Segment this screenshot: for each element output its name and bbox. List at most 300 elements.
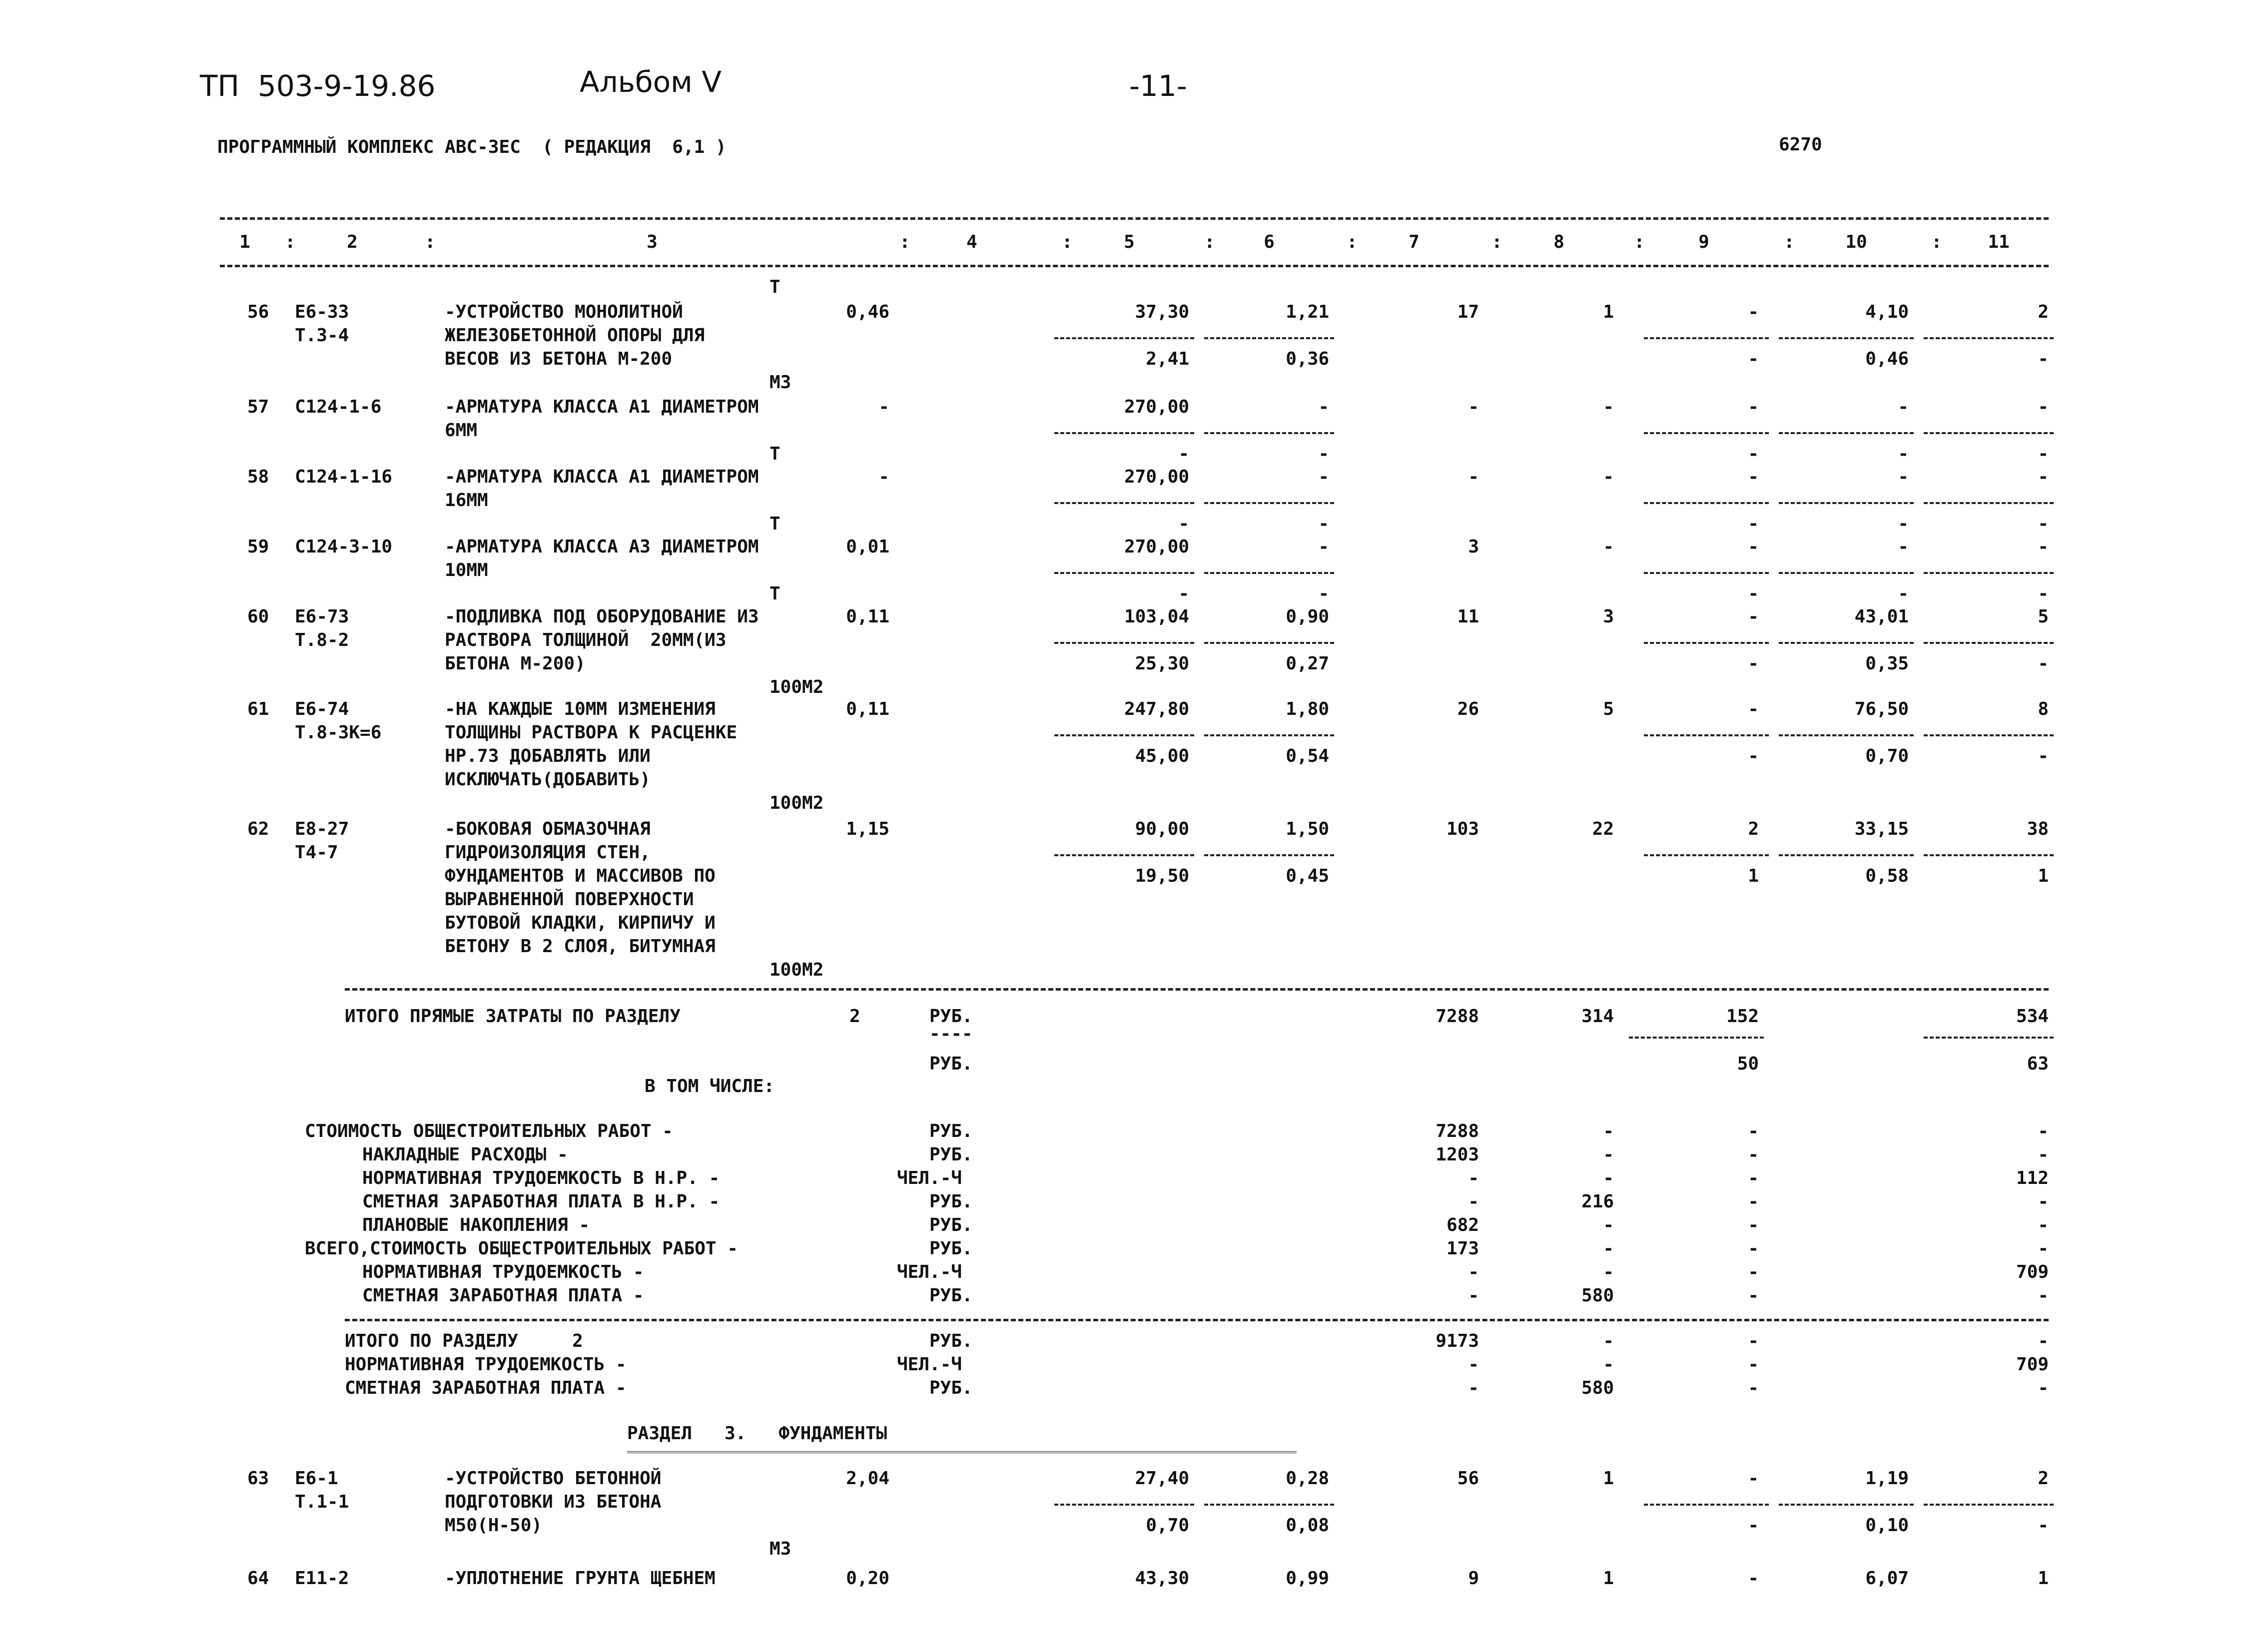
c9-sub-value: -	[1748, 1515, 1759, 1536]
item-description: 10ММ	[445, 560, 488, 580]
c10-sub-value: 0,10	[1865, 1515, 1909, 1536]
qty-value: 2,04	[846, 1468, 889, 1489]
c10-sub-value: 0,58	[1865, 866, 1909, 886]
item-code: Е11-2	[295, 1568, 349, 1589]
item-number: 60	[247, 606, 269, 627]
item-code: С124-1-16	[295, 467, 393, 487]
c11-value: 1	[2038, 1568, 2049, 1589]
item-number: 58	[247, 467, 269, 487]
header-top-rule	[220, 217, 2049, 220]
c10-value: 1,19	[1865, 1468, 1909, 1489]
c10-value: 4,10	[1865, 302, 1909, 322]
price-sub-value: -	[1178, 444, 1189, 464]
header-bottom-rule	[220, 265, 2049, 267]
sub-rule	[1644, 572, 1769, 574]
c10-value: -	[1898, 467, 1909, 487]
summary-unit: РУБ.	[929, 1191, 973, 1212]
c11-sub-value: 1	[2038, 866, 2049, 886]
qty-value: -	[878, 397, 889, 417]
summary-c7: -	[1468, 1191, 1479, 1212]
c10-sub-value: -	[1898, 444, 1909, 464]
c11-sub-value: -	[2038, 583, 2049, 604]
total-value: -	[1468, 397, 1479, 417]
section-heading: РАЗДЕЛ 3. ФУНДАМЕНТЫ	[627, 1423, 887, 1444]
c11-value: 38	[2027, 819, 2049, 839]
item-code-ref: Т4-7	[295, 842, 338, 863]
c11-sub-value: -	[2038, 1515, 2049, 1536]
section-underline	[627, 1451, 1297, 1453]
album-label: Альбом V	[580, 65, 722, 99]
column-number: 5	[1124, 232, 1135, 252]
section-total-c7: -	[1468, 1378, 1479, 1398]
c9-value: -	[1748, 302, 1759, 322]
summary-unit: РУБ.	[929, 1121, 973, 1141]
summary-unit: РУБ.	[929, 1238, 973, 1259]
sub-rule	[1779, 502, 1914, 504]
price-wage-sub-value: 0,45	[1286, 866, 1329, 886]
item-code: Е6-33	[295, 302, 349, 322]
total-value: 9	[1468, 1568, 1479, 1589]
unit-label: 100М2	[769, 793, 824, 813]
summary-c11: -	[2038, 1144, 2049, 1165]
section-total-unit: ЧЕЛ.-Ч	[897, 1354, 962, 1375]
summary-label: ВСЕГО,СТОИМОСТЬ ОБЩЕСТРОИТЕЛЬНЫХ РАБОТ -	[305, 1238, 738, 1259]
summary-c8: -	[1603, 1215, 1614, 1235]
item-number: 62	[247, 819, 269, 839]
summary-c8: -	[1603, 1121, 1614, 1141]
program-title: ПРОГРАММНЫЙ КОМПЛЕКС АВС-3ЕС ( РЕДАКЦИЯ 6,1 )	[217, 137, 727, 157]
price-wage-sub-value: -	[1318, 583, 1329, 604]
summary-c8: -	[1603, 1262, 1614, 1282]
section-total-rule	[345, 1319, 2049, 1321]
price-value: 270,00	[1124, 467, 1189, 487]
price-wage-value: 1,50	[1286, 819, 1329, 839]
section-total-c8: -	[1603, 1331, 1614, 1351]
wage-value: 1	[1603, 302, 1614, 322]
column-number: 8	[1553, 232, 1564, 252]
price-sub-value: 25,30	[1135, 653, 1189, 674]
summary-unit: РУБ.	[929, 1215, 973, 1235]
item-code: Е6-1	[295, 1468, 338, 1489]
wage-value: -	[1603, 467, 1614, 487]
item-description: -УСТРОЙСТВО МОНОЛИТНОЙ	[445, 302, 683, 322]
unit-label: Т	[769, 514, 780, 534]
wage-value: 22	[1592, 819, 1614, 839]
direct-wage-value: 314	[1581, 1006, 1614, 1027]
item-code-ref: Т.3-4	[295, 325, 349, 346]
including-label: В ТОМ ЧИСЛЕ:	[645, 1076, 775, 1097]
c9-value: -	[1748, 606, 1759, 627]
c9-value: -	[1748, 537, 1759, 557]
sub-rule	[1054, 337, 1194, 339]
price-value: 103,04	[1124, 606, 1189, 627]
c9-sub-value: -	[1748, 444, 1759, 464]
qty-value: 1,15	[846, 819, 889, 839]
summary-c11: -	[2038, 1285, 2049, 1306]
sub-rule	[1054, 432, 1194, 434]
unit-rub: РУБ.	[929, 1054, 973, 1074]
total-value: 3	[1468, 537, 1479, 557]
c9-sub-value: -	[1748, 653, 1759, 674]
section-total-c9: -	[1748, 1354, 1759, 1375]
column-number: 4	[966, 232, 977, 252]
qty-value: 0,01	[846, 537, 889, 557]
qty-value: 0,11	[846, 606, 889, 627]
qty-value: 0,46	[846, 302, 889, 322]
sub-rule	[1924, 1037, 2054, 1039]
c11-sub-value: -	[2038, 444, 2049, 464]
summary-c9: -	[1748, 1262, 1759, 1282]
sub-rule	[1204, 1504, 1334, 1506]
sub-rule	[1644, 432, 1769, 434]
item-number: 57	[247, 397, 269, 417]
c9-value: -	[1748, 1568, 1759, 1589]
c9-sub-value: 1	[1748, 866, 1759, 886]
item-number: 56	[247, 302, 269, 322]
sub-rule	[1204, 734, 1334, 736]
item-code: Е8-27	[295, 819, 349, 839]
item-description: -АРМАТУРА КЛАССА А3 ДИАМЕТРОМ	[445, 537, 759, 557]
item-description: -УПЛОТНЕНИЕ ГРУНТА ЩЕБНЕМ	[445, 1568, 716, 1589]
summary-label: НОРМАТИВНАЯ ТРУДОЕМКОСТЬ -	[362, 1262, 644, 1282]
item-description: -ПОДЛИВКА ПОД ОБОРУДОВАНИЕ ИЗ	[445, 606, 759, 627]
column-separator: :	[1062, 232, 1073, 252]
c10-sub-value: 0,46	[1865, 349, 1909, 369]
c10-sub-value: -	[1898, 514, 1909, 534]
sub-rule	[1779, 642, 1914, 644]
summary-c7: -	[1468, 1168, 1479, 1188]
c11-value: 5	[2038, 606, 2049, 627]
price-value: 37,30	[1135, 302, 1189, 322]
total-value: 17	[1457, 302, 1479, 322]
sub-rule	[1054, 642, 1194, 644]
sub-rule	[1924, 642, 2054, 644]
c11-value: 2	[2038, 1468, 2049, 1489]
sub-rule	[1924, 337, 2054, 339]
c9-value: 2	[1748, 819, 1759, 839]
summary-c7: 173	[1446, 1238, 1479, 1259]
item-description: РАСТВОРА ТОЛЩИНОЙ 20ММ(ИЗ	[445, 630, 727, 650]
item-code-ref: Т.8-3К=6	[295, 722, 382, 743]
sub-rule	[1629, 1037, 1764, 1039]
column-number: 11	[1988, 232, 2010, 252]
column-number: 1	[239, 232, 250, 252]
section-total-c8: -	[1603, 1354, 1614, 1375]
unit-label: Т	[769, 583, 780, 604]
column-separator: :	[1784, 232, 1795, 252]
summary-unit: ЧЕЛ.-Ч	[897, 1262, 962, 1282]
c10-sub-value: 0,70	[1865, 746, 1909, 766]
summary-c7: -	[1468, 1262, 1479, 1282]
section-total-label: НОРМАТИВНАЯ ТРУДОЕМКОСТЬ -	[345, 1354, 627, 1375]
c9-sub-value: -	[1748, 349, 1759, 369]
sub-rule	[1779, 572, 1914, 574]
price-wage-value: 0,28	[1286, 1468, 1329, 1489]
item-description: 16ММ	[445, 490, 488, 511]
column-separator: :	[1492, 232, 1502, 252]
summary-c8: -	[1603, 1144, 1614, 1165]
sub-rule	[1054, 734, 1194, 736]
c10-sub-value: 0,35	[1865, 653, 1909, 674]
sub-rule	[1924, 734, 2054, 736]
sub-rule	[1924, 854, 2054, 856]
c9-value: -	[1748, 699, 1759, 719]
price-wage-sub-value: 0,27	[1286, 653, 1329, 674]
price-value: 247,80	[1124, 699, 1189, 719]
price-wage-value: 0,90	[1286, 606, 1329, 627]
item-code: С124-3-10	[295, 537, 393, 557]
summary-c7: -	[1468, 1285, 1479, 1306]
summary-c9: -	[1748, 1238, 1759, 1259]
section-total-unit: РУБ.	[929, 1331, 973, 1351]
c11-sub-value: -	[2038, 746, 2049, 766]
sub-rule	[1204, 572, 1334, 574]
sub-rule	[1779, 432, 1914, 434]
item-description: ИСКЛЮЧАТЬ(ДОБАВИТЬ)	[445, 769, 651, 790]
price-value: 27,40	[1135, 1468, 1189, 1489]
unit-label: М3	[769, 1539, 791, 1559]
item-description: БЕТОНУ В 2 СЛОЯ, БИТУМНАЯ	[445, 936, 716, 957]
column-separator: :	[425, 232, 436, 252]
item-description: ВЕСОВ ИЗ БЕТОНА М-200	[445, 349, 673, 369]
page-number: -11-	[1129, 69, 1187, 103]
sub-rule	[1644, 337, 1769, 339]
item-description: ЖЕЛЕЗОБЕТОННОЙ ОПОРЫ ДЛЯ	[445, 325, 705, 346]
sub-rule	[1779, 337, 1914, 339]
section-total-c11: -	[2038, 1331, 2049, 1351]
summary-c11: -	[2038, 1121, 2049, 1141]
total-value: 56	[1457, 1468, 1479, 1489]
summary-label: НАКЛАДНЫЕ РАСХОДЫ -	[362, 1144, 568, 1165]
item-code-ref: Т.8-2	[295, 630, 349, 650]
wage-value: -	[1603, 397, 1614, 417]
item-code: С124-1-6	[295, 397, 382, 417]
price-sub-value: 45,00	[1135, 746, 1189, 766]
c10-value: 6,07	[1865, 1568, 1909, 1589]
c9-sub-value: -	[1748, 583, 1759, 604]
summary-c9: -	[1748, 1285, 1759, 1306]
price-value: 270,00	[1124, 537, 1189, 557]
summary-label: СМЕТНАЯ ЗАРАБОТНАЯ ПЛАТА В Н.Р. -	[362, 1191, 720, 1212]
summary-c8: 216	[1581, 1191, 1614, 1212]
summary-c11: -	[2038, 1215, 2049, 1235]
sub-rule	[1204, 337, 1334, 339]
section-total-label: СМЕТНАЯ ЗАРАБОТНАЯ ПЛАТА -	[345, 1378, 627, 1398]
unit-label: Т	[769, 444, 780, 464]
price-wage-sub-value: -	[1318, 514, 1329, 534]
unit-dash: ----	[929, 1024, 973, 1044]
price-value: 270,00	[1124, 397, 1189, 417]
column-separator: :	[285, 232, 296, 252]
column-separator: :	[1204, 232, 1215, 252]
column-number: 6	[1264, 232, 1275, 252]
item-number: 64	[247, 1568, 269, 1589]
sub-rule	[1644, 734, 1769, 736]
summary-c8: -	[1603, 1168, 1614, 1188]
qty-value: 0,20	[846, 1568, 889, 1589]
column-number: 7	[1409, 232, 1420, 252]
summary-c9: -	[1748, 1168, 1759, 1188]
price-wage-value: 1,21	[1286, 302, 1329, 322]
unit-label: 100М2	[769, 960, 824, 980]
c11-sub-value: -	[2038, 514, 2049, 534]
c9-sub-value: -	[1748, 514, 1759, 534]
summary-unit: ЧЕЛ.-Ч	[897, 1168, 962, 1188]
series-label: ТП 503-9-19.86	[200, 69, 436, 103]
summary-label: СТОИМОСТЬ ОБЩЕСТРОИТЕЛЬНЫХ РАБОТ -	[305, 1121, 673, 1141]
price-wage-value: 1,80	[1286, 699, 1329, 719]
item-description: М50(Н-50)	[445, 1515, 543, 1536]
summary-c9: -	[1748, 1215, 1759, 1235]
column-number: 9	[1698, 232, 1709, 252]
summary-label: ПЛАНОВЫЕ НАКОПЛЕНИЯ -	[362, 1215, 590, 1235]
total-value: -	[1468, 467, 1479, 487]
sub-rule	[1924, 1504, 2054, 1506]
sub-rule	[1204, 432, 1334, 434]
c9-value: -	[1748, 397, 1759, 417]
sub-rule	[1054, 854, 1194, 856]
c11-value: -	[2038, 467, 2049, 487]
section-total-c11: 709	[2016, 1354, 2049, 1375]
unit-label: М3	[769, 372, 791, 393]
price-sub-value: 2,41	[1146, 349, 1189, 369]
section-total-label: ИТОГО ПО РАЗДЕЛУ 2	[345, 1331, 583, 1351]
item-description: ФУНДАМЕНТОВ И МАССИВОВ ПО	[445, 866, 716, 886]
price-wage-value: -	[1318, 537, 1329, 557]
column-number: 2	[347, 232, 358, 252]
wage-value: 1	[1603, 1468, 1614, 1489]
unit-label: Т	[769, 277, 780, 297]
c10-value: 33,15	[1854, 819, 1909, 839]
item-description: ВЫРАВНЕННОЙ ПОВЕРХНОСТИ	[445, 889, 694, 910]
summary-c8: 580	[1581, 1285, 1614, 1306]
sub-rule	[1204, 854, 1334, 856]
item-description: -УСТРОЙСТВО БЕТОННОЙ	[445, 1468, 662, 1489]
section-total-c7: -	[1468, 1354, 1479, 1375]
wage-value: 1	[1603, 1568, 1614, 1589]
wage-value: 5	[1603, 699, 1614, 719]
item-description: НР.73 ДОБАВЛЯТЬ ИЛИ	[445, 746, 651, 766]
price-sub-value: -	[1178, 514, 1189, 534]
sub-rule	[1924, 572, 2054, 574]
item-description: БУТОВОЙ КЛАДКИ, КИРПИЧУ И	[445, 913, 716, 933]
sub-rule	[1204, 502, 1334, 504]
column-number: 3	[647, 232, 658, 252]
summary-c9: -	[1748, 1121, 1759, 1141]
price-wage-sub-value: -	[1318, 444, 1329, 464]
sub-rule	[1644, 1504, 1769, 1506]
price-wage-value: 0,99	[1286, 1568, 1329, 1589]
section-total-c11: -	[2038, 1378, 2049, 1398]
price-sub-value: 19,50	[1135, 866, 1189, 886]
item-code: Е6-74	[295, 699, 349, 719]
total-value: 26	[1457, 699, 1479, 719]
item-code-ref: Т.1-1	[295, 1492, 349, 1512]
item-description: ГИДРОИЗОЛЯЦИЯ СТЕН,	[445, 842, 651, 863]
wage-value: 3	[1603, 606, 1614, 627]
item-description: -АРМАТУРА КЛАССА А1 ДИАМЕТРОМ	[445, 397, 759, 417]
section-total-unit: РУБ.	[929, 1378, 973, 1398]
column-number: 10	[1845, 232, 1867, 252]
price-value: 43,30	[1135, 1568, 1189, 1589]
direct-total-value: 7288	[1436, 1006, 1479, 1027]
summary-c11: 709	[2016, 1262, 2049, 1282]
direct-c9-value: 152	[1726, 1006, 1759, 1027]
unit-label: 100М2	[769, 677, 824, 697]
c11-value: -	[2038, 537, 2049, 557]
totals-rule	[345, 988, 2049, 991]
total-value: 103	[1446, 819, 1479, 839]
section-total-c9: -	[1748, 1331, 1759, 1351]
c11-sub-value: -	[2038, 653, 2049, 674]
sub-rule	[1779, 854, 1914, 856]
price-wage-sub-value: 0,36	[1286, 349, 1329, 369]
price-value: 90,00	[1135, 819, 1189, 839]
summary-c7: 7288	[1436, 1121, 1479, 1141]
price-sub-value: -	[1178, 583, 1189, 604]
price-wage-sub-value: 0,08	[1286, 1515, 1329, 1536]
item-number: 59	[247, 537, 269, 557]
sub-rule	[1924, 432, 2054, 434]
sub-rule	[1644, 502, 1769, 504]
c9-value: -	[1748, 1468, 1759, 1489]
item-description: 6ММ	[445, 420, 478, 441]
column-separator: :	[899, 232, 910, 252]
summary-c7: 1203	[1436, 1144, 1479, 1165]
summary-label: НОРМАТИВНАЯ ТРУДОЕМКОСТЬ В Н.Р. -	[362, 1168, 720, 1188]
item-description: -АРМАТУРА КЛАССА А1 ДИАМЕТРОМ	[445, 467, 759, 487]
c11-value: -	[2038, 397, 2049, 417]
c10-value: 43,01	[1854, 606, 1909, 627]
section-total-c8: 580	[1581, 1378, 1614, 1398]
item-description: -БОКОВАЯ ОБМАЗОЧНАЯ	[445, 819, 651, 839]
summary-c11: -	[2038, 1238, 2049, 1259]
direct-c9-sub: 50	[1737, 1054, 1759, 1074]
total-value: 11	[1457, 606, 1479, 627]
summary-label: СМЕТНАЯ ЗАРАБОТНАЯ ПЛАТА -	[362, 1285, 644, 1306]
c10-value: -	[1898, 397, 1909, 417]
item-code: Е6-73	[295, 606, 349, 627]
summary-unit: РУБ.	[929, 1144, 973, 1165]
column-separator: :	[1634, 232, 1645, 252]
item-description: БЕТОНА М-200)	[445, 653, 586, 674]
c11-value: 2	[2038, 302, 2049, 322]
item-description: ТОЛЩИНЫ РАСТВОРА К РАСЦЕНКЕ	[445, 722, 738, 743]
sub-rule	[1054, 502, 1194, 504]
summary-unit: РУБ.	[929, 1285, 973, 1306]
direct-total-label: ИТОГО ПРЯМЫЕ ЗАТРАТЫ ПО РАЗДЕЛУ	[345, 1006, 681, 1027]
section-number: 2	[849, 1006, 860, 1027]
price-wage-sub-value: 0,54	[1286, 746, 1329, 766]
c9-sub-value: -	[1748, 746, 1759, 766]
sub-rule	[1054, 572, 1194, 574]
qty-value: -	[878, 467, 889, 487]
item-number: 63	[247, 1468, 269, 1489]
column-separator: :	[1347, 232, 1358, 252]
item-number: 61	[247, 699, 269, 719]
sub-rule	[1644, 854, 1769, 856]
summary-c11: -	[2038, 1191, 2049, 1212]
unit-rub: РУБ.	[929, 1006, 973, 1027]
c10-value: -	[1898, 537, 1909, 557]
sub-rule	[1779, 734, 1914, 736]
price-wage-value: -	[1318, 467, 1329, 487]
qty-value: 0,11	[846, 699, 889, 719]
c9-value: -	[1748, 467, 1759, 487]
wage-value: -	[1603, 537, 1614, 557]
price-wage-value: -	[1318, 397, 1329, 417]
section-total-c7: 9173	[1436, 1331, 1479, 1351]
